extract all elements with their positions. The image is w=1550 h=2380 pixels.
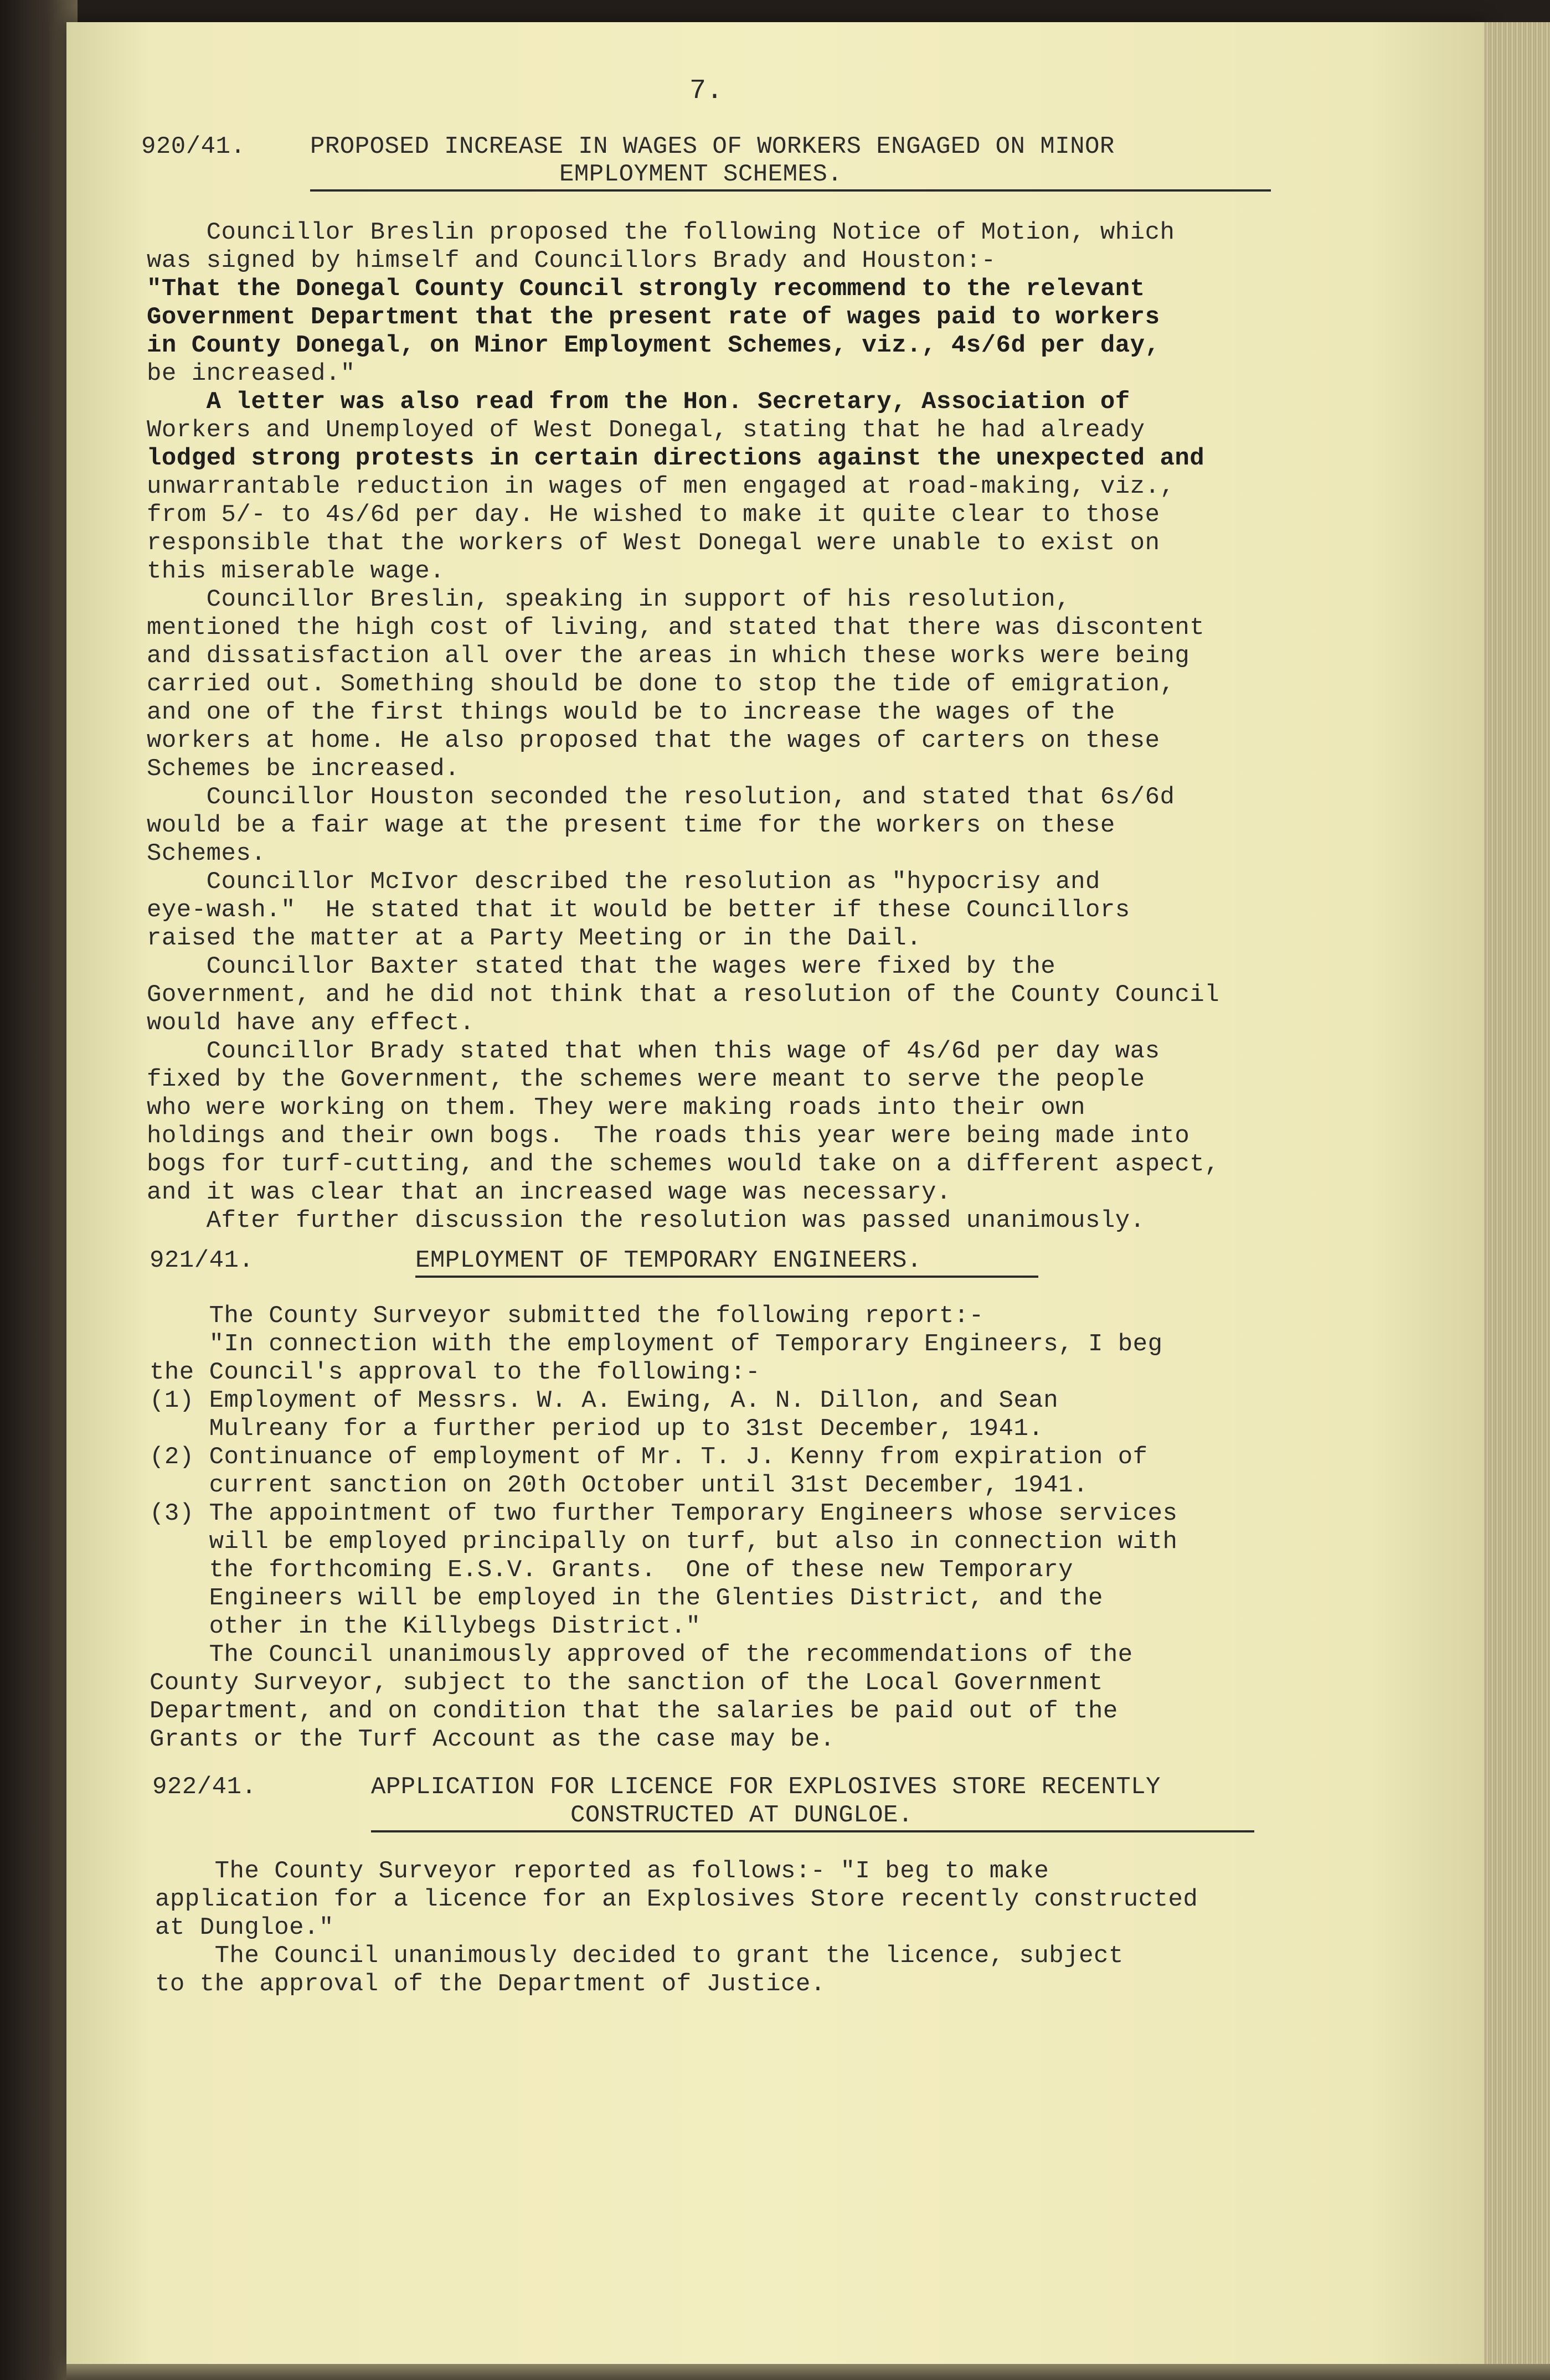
body-line: "In connection with the employment of Temporary Engineers, I beg <box>150 1330 1163 1358</box>
body-line: was signed by himself and Councillors Brady and Houston:- <box>147 247 996 275</box>
section-title-line: APPLICATION FOR LICENCE FOR EXPLOSIVES STORE RECENTLY <box>371 1773 1161 1801</box>
minute-number: 922/41. <box>152 1773 257 1801</box>
body-line: The County Surveyor submitted the following report:- <box>150 1302 984 1330</box>
body-line: Schemes be increased. <box>147 755 460 783</box>
body-line: Councillor Houston seconded the resolution, and stated that 6s/6d <box>147 783 1175 811</box>
minute-number: 921/41. <box>150 1247 254 1274</box>
body-line: the forthcoming E.S.V. Grants. One of these new Temporary <box>150 1556 1074 1584</box>
body-line: application for a licence for an Explosives Store recently constructed <box>155 1886 1198 1913</box>
title-underline <box>371 1830 1254 1832</box>
body-line: Councillor Breslin, speaking in support of his resolution, <box>147 586 1071 613</box>
title-underline <box>415 1276 1038 1278</box>
body-line: Mulreany for a further period up to 31st December, 1941. <box>150 1415 1044 1443</box>
body-line: and dissatisfaction all over the areas in which these works were being <box>147 642 1190 670</box>
body-line: The County Surveyor reported as follows:- "I beg to make <box>155 1857 1049 1885</box>
body-line: would have any effect. <box>147 1009 475 1037</box>
body-line: and one of the first things would be to increase the wages of the <box>147 699 1115 726</box>
page-number: 7. <box>689 75 724 107</box>
section-title-line: PROPOSED INCREASE IN WAGES OF WORKERS ENGAGED ON MINOR <box>310 133 1115 161</box>
body-line: holdings and their own bogs. The roads this year were being made into <box>147 1122 1190 1150</box>
body-line: Councillor Baxter stated that the wages were fixed by the <box>147 953 1056 980</box>
body-line: After further discussion the resolution was passed unanimously. <box>147 1207 1145 1235</box>
book-spine-shadow <box>0 0 78 2380</box>
body-line: at Dungloe." <box>155 1914 334 1942</box>
body-line: Councillor Brady stated that when this wage of 4s/6d per day was <box>147 1037 1160 1065</box>
body-line: mentioned the high cost of living, and stated that there was discontent <box>147 614 1205 642</box>
body-line: would be a fair wage at the present time for the workers on these <box>147 812 1115 839</box>
body-line: from 5/- to 4s/6d per day. He wished to make it quite clear to those <box>147 501 1160 529</box>
body-line: current sanction on 20th October until 31st December, 1941. <box>150 1472 1088 1499</box>
body-line: and it was clear that an increased wage was necessary. <box>147 1179 951 1206</box>
body-line: Government Department that the present rate of wages paid to workers <box>147 303 1160 331</box>
body-line: The Council unanimously approved of the recommendations of the <box>150 1641 1133 1669</box>
body-line: County Surveyor, subject to the sanction of the Local Government <box>150 1669 1103 1697</box>
page-stack-edges <box>1484 22 1550 2369</box>
body-line: lodged strong protests in certain directions against the unexpected and <box>147 445 1205 472</box>
body-line: (2) Continuance of employment of Mr. T. J. Kenny from expiration of <box>150 1443 1148 1471</box>
section-title-line: CONSTRUCTED AT DUNGLOE. <box>570 1801 913 1829</box>
body-line: (1) Employment of Messrs. W. A. Ewing, A. N. Dillon, and Sean <box>150 1387 1059 1414</box>
body-line: raised the matter at a Party Meeting or in the Dail. <box>147 925 922 952</box>
body-line: other in the Killybegs District." <box>150 1613 701 1640</box>
body-line: who were working on them. They were making roads into their own <box>147 1094 1085 1122</box>
body-line: will be employed principally on turf, but also in connection with <box>150 1528 1178 1556</box>
body-line: fixed by the Government, the schemes were meant to serve the people <box>147 1066 1145 1093</box>
body-line: carried out. Something should be done to stop the tide of emigration, <box>147 670 1175 698</box>
body-line: eye-wash." He stated that it would be better if these Councillors <box>147 896 1130 924</box>
section-title-line: EMPLOYMENT OF TEMPORARY ENGINEERS. <box>415 1247 922 1274</box>
body-line: Workers and Unemployed of West Donegal, stating that he had already <box>147 416 1145 444</box>
body-line: responsible that the workers of West Donegal were unable to exist on <box>147 529 1160 557</box>
body-line: Councillor Breslin proposed the following Notice of Motion, which <box>147 219 1175 246</box>
body-line: Engineers will be employed in the Glenties District, and the <box>150 1584 1103 1612</box>
title-underline <box>310 189 1271 192</box>
body-line: to the approval of the Department of Justice. <box>155 1970 826 1998</box>
minute-number: 920/41. <box>141 133 246 161</box>
section-title-line: EMPLOYMENT SCHEMES. <box>559 161 843 188</box>
body-line: in County Donegal, on Minor Employment Schemes, viz., 4s/6d per day, <box>147 332 1160 359</box>
body-line: Councillor McIvor described the resolution as "hypocrisy and <box>147 868 1100 896</box>
body-line: A letter was also read from the Hon. Secretary, Association of <box>147 388 1130 416</box>
body-line: Schemes. <box>147 840 266 868</box>
body-line: bogs for turf-cutting, and the schemes would take on a different aspect, <box>147 1150 1220 1178</box>
body-line: be increased." <box>147 360 356 388</box>
body-line: Grants or the Turf Account as the case may be. <box>150 1726 835 1753</box>
body-line: "That the Donegal County Council strongly recommend to the relevant <box>147 275 1145 303</box>
body-line: workers at home. He also proposed that the wages of carters on these <box>147 727 1160 755</box>
body-line: The Council unanimously decided to grant the licence, subject <box>155 1942 1124 1970</box>
body-line: the Council's approval to the following:- <box>150 1359 761 1386</box>
body-line: (3) The appointment of two further Temporary Engineers whose services <box>150 1500 1178 1527</box>
body-line: this miserable wage. <box>147 557 445 585</box>
body-line: Government, and he did not think that a resolution of the County Council <box>147 981 1220 1009</box>
body-line: unwarrantable reduction in wages of men engaged at road-making, viz., <box>147 473 1175 500</box>
page-bottom-edge <box>66 2364 1550 2380</box>
body-line: Department, and on condition that the salaries be paid out of the <box>150 1697 1118 1725</box>
